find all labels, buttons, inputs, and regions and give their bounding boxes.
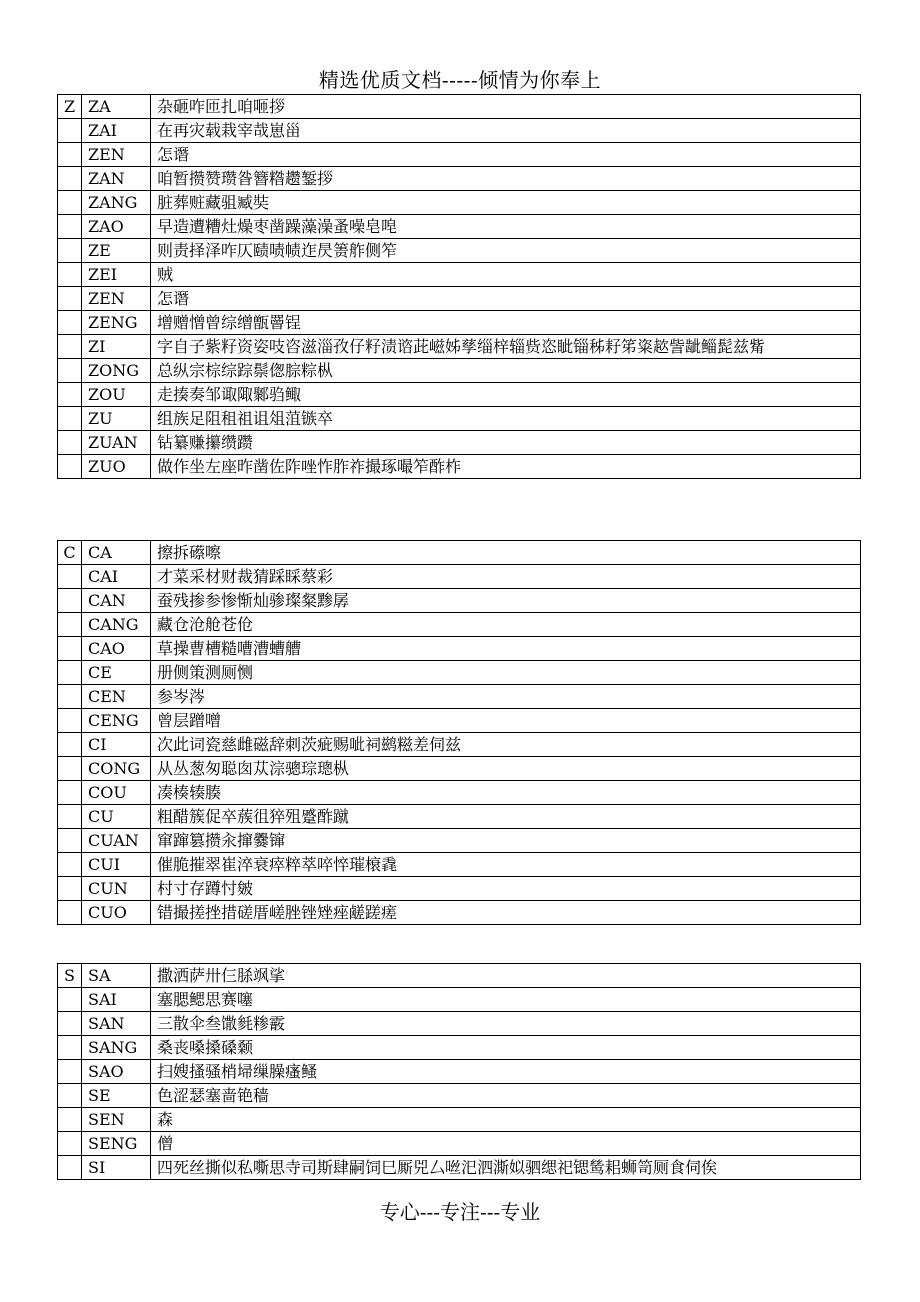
pinyin-cell: CAN	[82, 589, 151, 613]
characters-cell: 怎谮	[151, 287, 861, 311]
characters-cell: 催脆摧翠崔淬衰瘁粹萃啐悴璀榱毳	[151, 853, 861, 877]
characters-cell: 早造遭糟灶燥枣凿躁藻澡蚤噪皂唣	[151, 215, 861, 239]
pinyin-table-c	[57, 540, 861, 925]
table-row	[58, 1012, 861, 1036]
table-row	[58, 709, 861, 733]
initial-letter-cell: S	[58, 964, 82, 988]
pinyin-cell: CUI	[82, 853, 151, 877]
initial-letter-cell	[58, 781, 82, 805]
initial-letter-cell	[58, 335, 82, 359]
characters-cell: 册侧策测厕恻	[151, 661, 861, 685]
characters-cell: 参岑涔	[151, 685, 861, 709]
table-row	[58, 1132, 861, 1156]
table-row	[58, 383, 861, 407]
initial-letter-cell	[58, 613, 82, 637]
pinyin-cell: SEN	[82, 1108, 151, 1132]
pinyin-cell: SANG	[82, 1036, 151, 1060]
characters-cell: 字自子紫籽资姿吱咨滋淄孜仔籽渍谘茈嵫姊孳缁梓辎赀恣眦锱秭耔笫粢趑訾龇鲻髭兹觜	[151, 335, 861, 359]
pinyin-cell: CA	[82, 541, 151, 565]
table-row	[58, 964, 861, 988]
characters-cell: 贼	[151, 263, 861, 287]
characters-cell: 扫嫂搔骚梢埽缫臊瘙鳋	[151, 1060, 861, 1084]
initial-letter-cell	[58, 637, 82, 661]
characters-cell: 森	[151, 1108, 861, 1132]
page-footer: 专心---专注---专业	[379, 1200, 541, 1224]
pinyin-cell: ZEN	[82, 287, 151, 311]
characters-cell: 窜蹿篡攒汆撺爨镩	[151, 829, 861, 853]
characters-cell: 杂砸咋匝扎咱咂拶	[151, 95, 861, 119]
initial-letter-cell	[58, 143, 82, 167]
characters-cell: 色涩瑟塞啬铯穑	[151, 1084, 861, 1108]
pinyin-cell: CAO	[82, 637, 151, 661]
table-row	[58, 1108, 861, 1132]
initial-letter-cell	[58, 407, 82, 431]
initial-letter-cell	[58, 901, 82, 925]
pinyin-cell: ZE	[82, 239, 151, 263]
table-row	[58, 613, 861, 637]
table-row	[58, 829, 861, 853]
pinyin-cell: CAI	[82, 565, 151, 589]
characters-cell: 撒洒萨卅仨脎飒挲	[151, 964, 861, 988]
table-row	[58, 143, 861, 167]
initial-letter-cell	[58, 215, 82, 239]
pinyin-cell: CI	[82, 733, 151, 757]
characters-cell: 钻纂赚攥缵躜	[151, 431, 861, 455]
initial-letter-cell	[58, 877, 82, 901]
page-header: 精选优质文档-----倾情为你奉上	[318, 68, 602, 92]
pinyin-cell: ZUAN	[82, 431, 151, 455]
pinyin-cell: CU	[82, 805, 151, 829]
characters-cell: 脏葬赃藏驵臧奘	[151, 191, 861, 215]
initial-letter-cell	[58, 119, 82, 143]
pinyin-cell: ZAI	[82, 119, 151, 143]
initial-letter-cell	[58, 1132, 82, 1156]
initial-letter-cell	[58, 1084, 82, 1108]
table-row	[58, 287, 861, 311]
table-row	[58, 95, 861, 119]
pinyin-cell: SE	[82, 1084, 151, 1108]
table-row	[58, 191, 861, 215]
characters-cell: 村寸存蹲忖皴	[151, 877, 861, 901]
pinyin-cell: SAO	[82, 1060, 151, 1084]
characters-cell: 总纵宗棕综踪鬃偬腙粽枞	[151, 359, 861, 383]
initial-letter-cell	[58, 1060, 82, 1084]
characters-cell: 粗醋簇促卒蔟徂猝殂蹙酢蹴	[151, 805, 861, 829]
table-row	[58, 988, 861, 1012]
table-row	[58, 685, 861, 709]
pinyin-cell: ZUO	[82, 455, 151, 479]
table-row	[58, 167, 861, 191]
table-row	[58, 565, 861, 589]
characters-cell: 桑丧嗓搡磉颡	[151, 1036, 861, 1060]
table-row	[58, 637, 861, 661]
table-row	[58, 263, 861, 287]
pinyin-cell: CUAN	[82, 829, 151, 853]
initial-letter-cell	[58, 805, 82, 829]
table-row	[58, 1084, 861, 1108]
initial-letter-cell	[58, 383, 82, 407]
initial-letter-cell	[58, 829, 82, 853]
pinyin-cell: CEN	[82, 685, 151, 709]
pinyin-table-s	[57, 963, 861, 1180]
table-row	[58, 311, 861, 335]
characters-cell: 做作坐左座昨凿佐阼唑怍胙祚撮琢嘬笮酢柞	[151, 455, 861, 479]
pinyin-cell: CUN	[82, 877, 151, 901]
characters-cell: 次此词瓷慈雌磁辞刺茨疵赐呲祠鹚糍差伺兹	[151, 733, 861, 757]
pinyin-cell: ZI	[82, 335, 151, 359]
table-row	[58, 805, 861, 829]
characters-cell: 错撮搓挫措磋厝嵯脞锉矬痤鹾蹉瘥	[151, 901, 861, 925]
characters-cell: 则责择泽咋仄赜啧帻迮昃箦舴侧笮	[151, 239, 861, 263]
characters-cell: 擦拆礤嚓	[151, 541, 861, 565]
initial-letter-cell	[58, 1036, 82, 1060]
initial-letter-cell	[58, 757, 82, 781]
table-row	[58, 877, 861, 901]
table-row	[58, 215, 861, 239]
characters-cell: 组族足阻租祖诅俎菹镞卒	[151, 407, 861, 431]
pinyin-cell: ZEI	[82, 263, 151, 287]
initial-letter-cell	[58, 1108, 82, 1132]
characters-cell: 僧	[151, 1132, 861, 1156]
initial-letter-cell	[58, 191, 82, 215]
pinyin-cell: SA	[82, 964, 151, 988]
initial-letter-cell	[58, 359, 82, 383]
table-row	[58, 407, 861, 431]
pinyin-cell: CANG	[82, 613, 151, 637]
pinyin-cell: SENG	[82, 1132, 151, 1156]
characters-cell: 曾层蹭噌	[151, 709, 861, 733]
initial-letter-cell	[58, 311, 82, 335]
pinyin-cell: ZOU	[82, 383, 151, 407]
initial-letter-cell	[58, 431, 82, 455]
characters-cell: 凑楱辏腠	[151, 781, 861, 805]
characters-cell: 咱暂攒赞瓒昝簪糌趱錾拶	[151, 167, 861, 191]
table-row	[58, 781, 861, 805]
pinyin-cell: CONG	[82, 757, 151, 781]
pinyin-cell: COU	[82, 781, 151, 805]
table-row	[58, 733, 861, 757]
table-row	[58, 359, 861, 383]
initial-letter-cell	[58, 167, 82, 191]
table-row	[58, 239, 861, 263]
initial-letter-cell	[58, 661, 82, 685]
characters-cell: 三散伞叁馓毵糁霰	[151, 1012, 861, 1036]
table-row	[58, 455, 861, 479]
table-row	[58, 541, 861, 565]
table-row	[58, 589, 861, 613]
table-row	[58, 757, 861, 781]
pinyin-cell: CENG	[82, 709, 151, 733]
table-row	[58, 335, 861, 359]
table-row	[58, 901, 861, 925]
table-row	[58, 1060, 861, 1084]
initial-letter-cell	[58, 853, 82, 877]
initial-letter-cell	[58, 287, 82, 311]
characters-cell: 藏仓沧舱苍伧	[151, 613, 861, 637]
table-row	[58, 119, 861, 143]
initial-letter-cell	[58, 685, 82, 709]
pinyin-cell: SAN	[82, 1012, 151, 1036]
table-row	[58, 1156, 861, 1180]
pinyin-cell: ZAN	[82, 167, 151, 191]
characters-cell: 才菜采材财裁猜踩睬蔡彩	[151, 565, 861, 589]
pinyin-cell: SI	[82, 1156, 151, 1180]
initial-letter-cell	[58, 1012, 82, 1036]
characters-cell: 在再灾载栽宰哉崽甾	[151, 119, 861, 143]
characters-cell: 从丛葱匆聪囱苁淙骢琮璁枞	[151, 757, 861, 781]
pinyin-cell: SAI	[82, 988, 151, 1012]
initial-letter-cell	[58, 565, 82, 589]
pinyin-cell: ZANG	[82, 191, 151, 215]
pinyin-cell: ZEN	[82, 143, 151, 167]
initial-letter-cell	[58, 988, 82, 1012]
pinyin-cell: ZAO	[82, 215, 151, 239]
initial-letter-cell	[58, 589, 82, 613]
pinyin-cell: CE	[82, 661, 151, 685]
characters-cell: 增赠憎曾综缯甑罾锃	[151, 311, 861, 335]
characters-cell: 塞腮鳃思赛噻	[151, 988, 861, 1012]
initial-letter-cell	[58, 455, 82, 479]
initial-letter-cell	[58, 709, 82, 733]
characters-cell: 四死丝撕似私嘶思寺司斯肆嗣饲巳厮兕厶咝汜泗澌姒驷缌祀锶鸶耜蛳笥厕食伺俟	[151, 1156, 861, 1180]
initial-letter-cell: C	[58, 541, 82, 565]
table-row	[58, 1036, 861, 1060]
initial-letter-cell	[58, 239, 82, 263]
pinyin-cell: ZU	[82, 407, 151, 431]
initial-letter-cell: Z	[58, 95, 82, 119]
table-row	[58, 853, 861, 877]
initial-letter-cell	[58, 733, 82, 757]
characters-cell: 怎谮	[151, 143, 861, 167]
pinyin-cell: ZONG	[82, 359, 151, 383]
pinyin-cell: CUO	[82, 901, 151, 925]
characters-cell: 走揍奏邹诹陬鄹驺鲰	[151, 383, 861, 407]
pinyin-table-z	[57, 94, 861, 479]
characters-cell: 草操曹槽糙嘈漕螬艚	[151, 637, 861, 661]
pinyin-cell: ZENG	[82, 311, 151, 335]
table-row	[58, 431, 861, 455]
table-row	[58, 661, 861, 685]
characters-cell: 蚕残掺参惨惭灿骖璨粲黪孱	[151, 589, 861, 613]
initial-letter-cell	[58, 263, 82, 287]
pinyin-cell: ZA	[82, 95, 151, 119]
initial-letter-cell	[58, 1156, 82, 1180]
